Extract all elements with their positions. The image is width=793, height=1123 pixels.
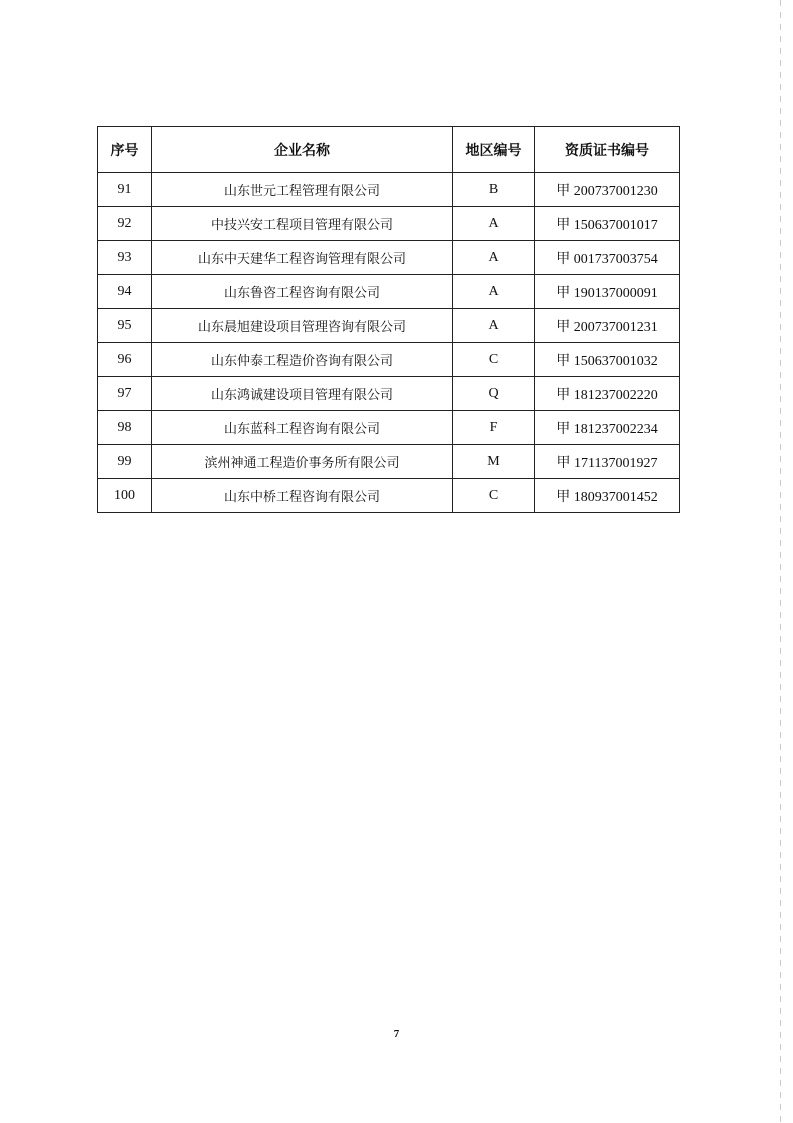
row-index: 100 — [98, 479, 152, 513]
row-company: 山东仲泰工程造价咨询有限公司 — [152, 343, 453, 377]
row-company: 中技兴安工程项目管理有限公司 — [152, 207, 453, 241]
table-row — [98, 445, 680, 479]
header-company: 企业名称 — [152, 127, 453, 173]
row-company: 山东中天建华工程咨询管理有限公司 — [152, 241, 453, 275]
row-region: A — [453, 207, 535, 241]
table-row — [98, 377, 680, 411]
row-region: A — [453, 309, 535, 343]
row-index: 95 — [98, 309, 152, 343]
row-index: 97 — [98, 377, 152, 411]
row-certificate: 甲 001737003754 — [535, 241, 680, 275]
row-certificate: 甲 150637001017 — [535, 207, 680, 241]
table-row — [98, 275, 680, 309]
row-region: A — [453, 241, 535, 275]
table-row — [98, 241, 680, 275]
scan-edge-line — [780, 0, 781, 1123]
table-header-row — [98, 127, 680, 173]
row-index: 99 — [98, 445, 152, 479]
row-certificate: 甲 171137001927 — [535, 445, 680, 479]
row-certificate: 甲 181237002220 — [535, 377, 680, 411]
row-certificate: 甲 150637001032 — [535, 343, 680, 377]
table-row — [98, 309, 680, 343]
row-certificate: 甲 200737001231 — [535, 309, 680, 343]
table-row — [98, 411, 680, 445]
page-number: 7 — [393, 1028, 400, 1040]
row-company: 山东鲁咨工程咨询有限公司 — [152, 275, 453, 309]
row-company: 山东晨旭建设项目管理咨询有限公司 — [152, 309, 453, 343]
row-company: 山东中桥工程咨询有限公司 — [152, 479, 453, 513]
row-index: 92 — [98, 207, 152, 241]
table-row — [98, 343, 680, 377]
row-certificate: 甲 181237002234 — [535, 411, 680, 445]
table-row — [98, 479, 680, 513]
row-region: F — [453, 411, 535, 445]
header-index: 序号 — [98, 127, 152, 173]
row-index: 91 — [98, 173, 152, 207]
row-company: 山东世元工程管理有限公司 — [152, 173, 453, 207]
row-company: 山东鸿诚建设项目管理有限公司 — [152, 377, 453, 411]
row-region: A — [453, 275, 535, 309]
row-region: Q — [453, 377, 535, 411]
row-index: 94 — [98, 275, 152, 309]
row-index: 96 — [98, 343, 152, 377]
row-region: C — [453, 479, 535, 513]
row-region: B — [453, 173, 535, 207]
header-region: 地区编号 — [453, 127, 535, 173]
row-index: 98 — [98, 411, 152, 445]
row-company: 滨州神通工程造价事务所有限公司 — [152, 445, 453, 479]
qualification-table — [97, 126, 680, 513]
table-row — [98, 207, 680, 241]
row-region: M — [453, 445, 535, 479]
row-certificate: 甲 190137000091 — [535, 275, 680, 309]
row-certificate: 甲 180937001452 — [535, 479, 680, 513]
row-index: 93 — [98, 241, 152, 275]
table-row — [98, 173, 680, 207]
row-company: 山东蓝科工程咨询有限公司 — [152, 411, 453, 445]
header-certificate: 资质证书编号 — [535, 127, 680, 173]
row-region: C — [453, 343, 535, 377]
row-certificate: 甲 200737001230 — [535, 173, 680, 207]
